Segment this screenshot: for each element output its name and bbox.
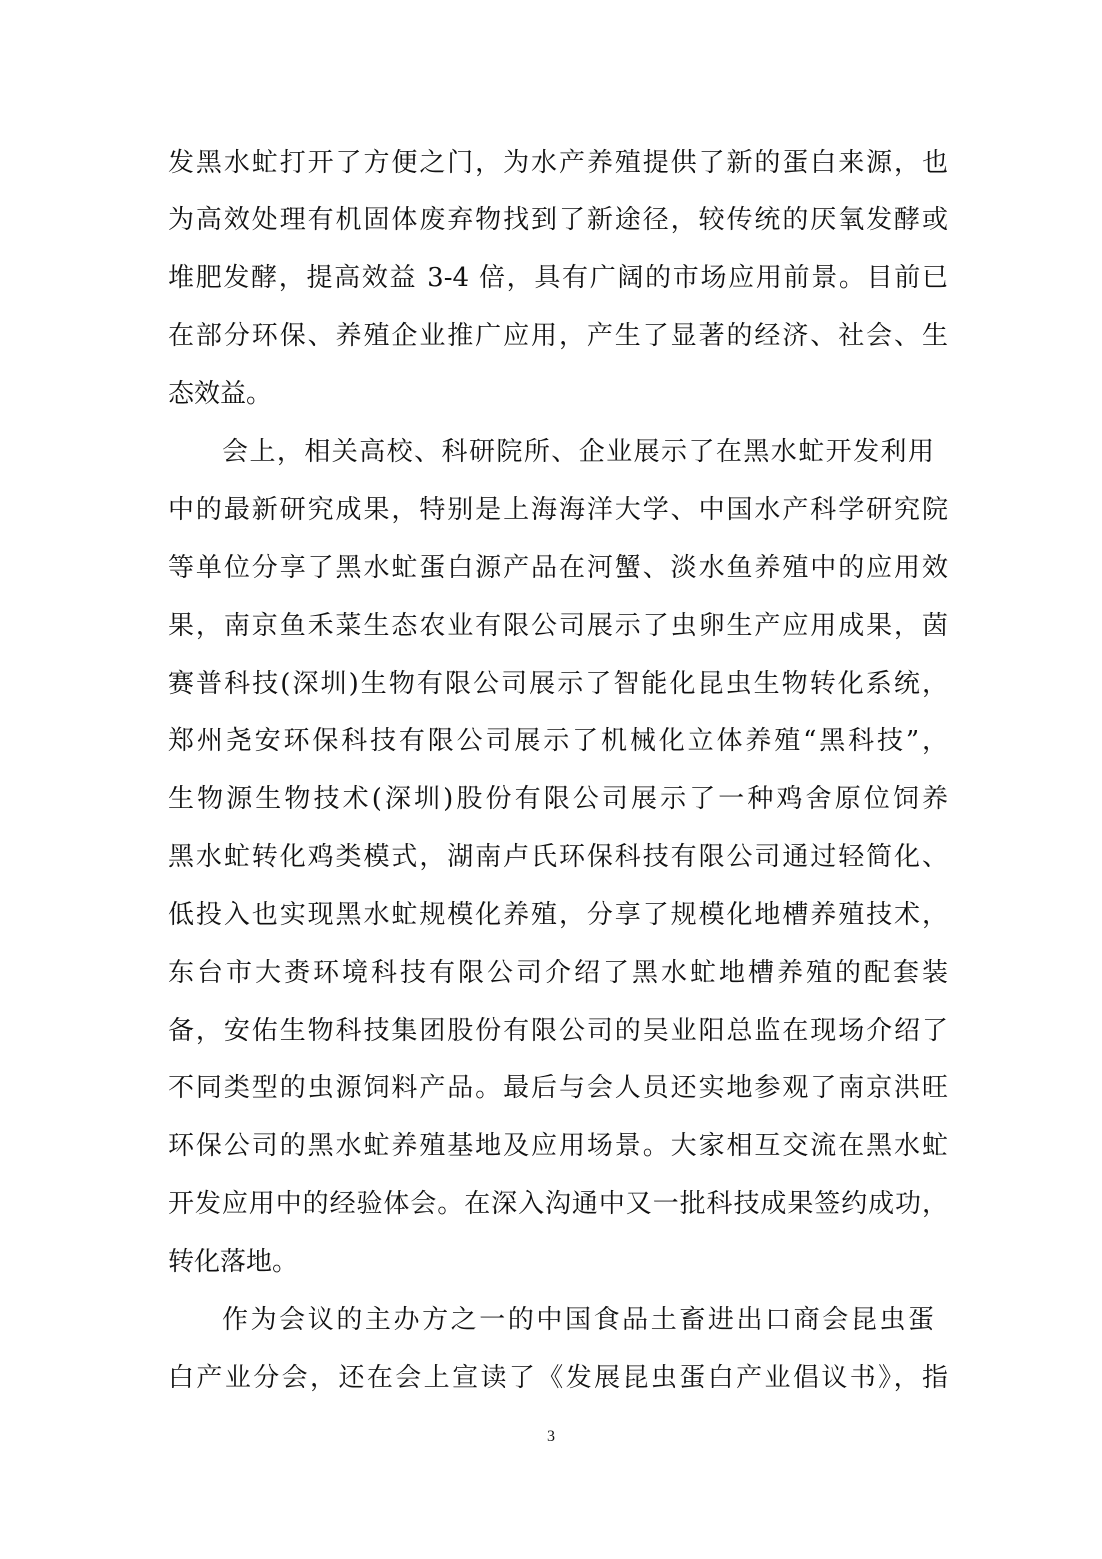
text-line: 等单位分享了黑水虻蛋白源产品在河蟹、淡水鱼养殖中的应用效 (168, 553, 948, 583)
text-line: 转化落地。 (168, 1247, 299, 1277)
text-line: 生物源生物技术(深圳)股份有限公司展示了一种鸡舍原位饲养 (168, 784, 948, 814)
text-line: 为高效处理有机固体废弃物找到了新途径，较传统的厌氧发酵或 (168, 205, 948, 235)
paragraph-first-line: 作为会议的主办方之一的中国食品土畜进出口商会昆虫蛋 (222, 1305, 934, 1335)
text-line: 在部分环保、养殖企业推广应用，产生了显著的经济、社会、生 (168, 321, 948, 351)
text-line: 赛普科技(深圳)生物有限公司展示了智能化昆虫生物转化系统， (168, 669, 948, 699)
text-line: 低投入也实现黑水虻规模化养殖，分享了规模化地槽养殖技术， (168, 900, 948, 930)
text-line: 白产业分会，还在会上宣读了《发展昆虫蛋白产业倡议书》，指 (168, 1363, 948, 1393)
text-line: 态效益。 (168, 379, 273, 409)
text-line: 备，安佑生物科技集团股份有限公司的吴业阳总监在现场介绍了 (168, 1016, 948, 1046)
paragraph-first-line: 会上，相关高校、科研院所、企业展示了在黑水虻开发利用 (222, 437, 934, 467)
text-line: 开发应用中的经验体会。在深入沟通中又一批科技成果签约成功， (168, 1189, 948, 1219)
text-line: 堆肥发酵，提高效益 3-4 倍，具有广阔的市场应用前景。目前已 (168, 263, 948, 293)
text-line: 环保公司的黑水虻养殖基地及应用场景。大家相互交流在黑水虻 (168, 1131, 948, 1161)
text-line: 黑水虻转化鸡类模式，湖南卢氏环保科技有限公司通过轻简化、 (168, 842, 948, 872)
text-line: 不同类型的虫源饲料产品。最后与会人员还实地参观了南京洪旺 (168, 1073, 948, 1103)
text-line: 东台市大赉环境科技有限公司介绍了黑水虻地槽养殖的配套装 (168, 958, 948, 988)
page-number: 3 (547, 1428, 555, 1445)
text-line: 郑州尧安环保科技有限公司展示了机械化立体养殖“黑科技”， (168, 726, 948, 756)
text-line: 中的最新研究成果，特别是上海海洋大学、中国水产科学研究院 (168, 495, 948, 525)
text-line: 发黑水虻打开了方便之门，为水产养殖提供了新的蛋白来源，也 (168, 148, 948, 178)
text-line: 果，南京鱼禾菜生态农业有限公司展示了虫卵生产应用成果，茵 (168, 611, 948, 641)
